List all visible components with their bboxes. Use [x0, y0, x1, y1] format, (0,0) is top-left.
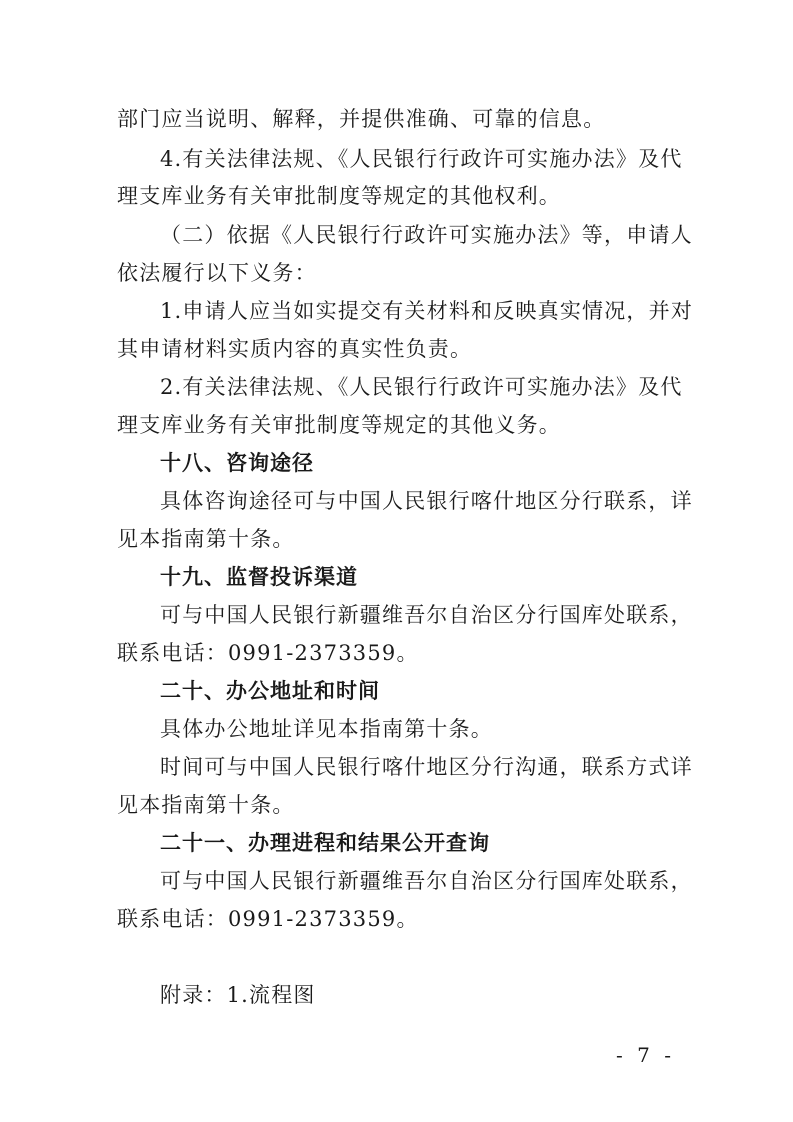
body-text-line: 部门应当说明、解释，并提供准确、可靠的信息。: [117, 107, 606, 131]
contact-phone-line: 联系电话：0991-2373359。: [117, 907, 419, 931]
body-text-line: 见本指南第十条。: [117, 527, 295, 551]
body-text-line: 具体办公地址详见本指南第十条。: [160, 717, 493, 741]
body-text-line: 其申请材料实质内容的真实性负责。: [117, 337, 473, 361]
body-text-line: 4.有关法律法规、《人民银行行政许可实施办法》及代: [160, 147, 683, 171]
body-text-line: 1.申请人应当如实提交有关材料和反映真实情况，并对: [160, 299, 694, 323]
page-number: - 7 -: [616, 1043, 675, 1067]
section-heading-progress-query: 二十一、办理进程和结果公开查询: [160, 831, 490, 855]
body-text-line: （二）依据《人民银行行政许可实施办法》等，申请人: [160, 223, 693, 247]
body-text-line: 依法履行以下义务：: [117, 261, 317, 285]
body-text-line: 理支库业务有关审批制度等规定的其他权利。: [117, 184, 561, 208]
body-text-line: 可与中国人民银行新疆维吾尔自治区分行国库处联系，: [160, 603, 693, 627]
body-text-line: 见本指南第十条。: [117, 793, 295, 817]
body-text-line: 时间可与中国人民银行喀什地区分行沟通，联系方式详: [160, 755, 693, 779]
section-heading-complaint-channel: 十九、监督投诉渠道: [160, 565, 358, 589]
body-text-line: 可与中国人民银行新疆维吾尔自治区分行国库处联系，: [160, 869, 693, 893]
contact-phone-line: 联系电话：0991-2373359。: [117, 641, 419, 665]
body-text-line: 2.有关法律法规、《人民银行行政许可实施办法》及代: [160, 375, 683, 399]
body-text-line: 理支库业务有关审批制度等规定的其他义务。: [117, 413, 561, 437]
section-heading-consultation: 十八、咨询途径: [160, 451, 314, 475]
appendix-line: 附录：1.流程图: [160, 983, 316, 1007]
section-heading-office-address: 二十、办公地址和时间: [160, 679, 380, 703]
body-text-line: 具体咨询途径可与中国人民银行喀什地区分行联系，详: [160, 489, 693, 513]
